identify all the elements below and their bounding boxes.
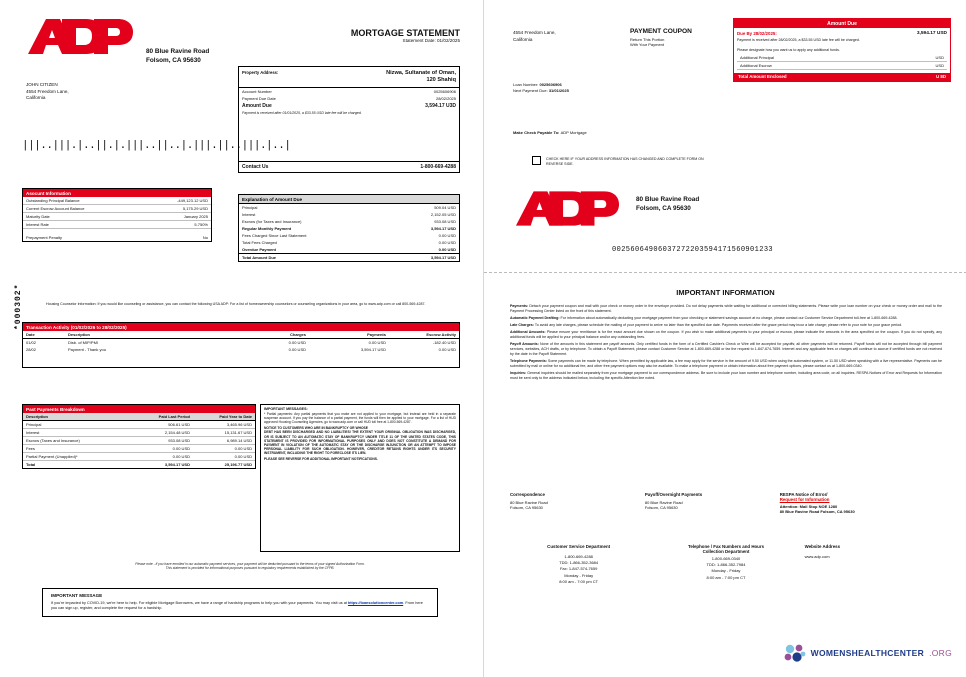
important-message-box <box>42 588 438 617</box>
due-by-label: Due By 28/02/2025: <box>737 31 777 36</box>
amount-due-box <box>733 18 951 82</box>
table-row: Total 3,594.17 USD 25,196.77 USD <box>26 462 252 467</box>
website-heading: Website Address <box>804 544 841 549</box>
address-column-payoff <box>645 492 770 514</box>
table-row: Fees Charged Since Last Statement 0.00 USD <box>242 233 456 238</box>
table-row: 28/02 Payment - Thank you 0.00 USD 3,594.17 USD 0.00 USD <box>26 347 456 352</box>
important-messages-box <box>260 404 460 552</box>
table-row: Interest 2,154.48 USD 15,131.67 USD <box>23 429 255 437</box>
amount-due-header: Amount Due <box>734 19 950 28</box>
hardship-link[interactable]: https://loansolutioncenter.com <box>347 601 404 605</box>
coupon-payee-line1: 80 Blue Ravine Road <box>636 196 700 203</box>
property-address-value1: Nizwa, Sultanate of Oman, <box>386 70 456 76</box>
table-row: 01/02 Disb. of MIP/PMI 0.00 USD 0.00 USD -182.40 USD <box>26 340 456 345</box>
contact-columns <box>510 544 942 585</box>
past-payments-box <box>22 404 256 469</box>
table-row: Total Fees Charged 0.00 USD <box>242 240 456 245</box>
coupon-apply-note: Please designate how you want us to apply any additional funds. <box>737 47 840 52</box>
housing-counselor-text: Housing Counselor Information: If you would like counseling or assistance, you can contact the following USA ADP: For a list of homeownership counselors or counseling organizations in your area, go to www.adp.com or call 800-569-4287. <box>46 302 426 306</box>
payment-coupon-page <box>483 0 966 677</box>
address-column-respa <box>780 492 942 514</box>
table-row: Escrow (Taxes and Insurance) 933.08 USD 6,989.14 USD <box>23 437 255 445</box>
collection-tdd: TDD: 1-866-352-7984 <box>706 562 746 568</box>
respa-heading2: Request for Information <box>779 497 830 502</box>
property-address-label: Property Address: <box>242 70 279 75</box>
customer-service-fax: Fax: 1-847-574-7659 <box>559 566 598 572</box>
past-payments-table <box>23 413 255 468</box>
table-row: Account Number 0025606906 <box>242 88 456 94</box>
table-row: Principal 509.04 USD <box>242 205 456 210</box>
correspondence-heading: Correspondence <box>510 492 545 497</box>
info-paragraph-lead: Late Charges: <box>510 323 534 328</box>
contact-us-phone[interactable]: 1-800-669-4288 <box>420 163 456 170</box>
past-payments-header: Past Payments Breakdown <box>23 405 255 413</box>
important-message-body-pre: If you're impacted by COVID-19, we're here to help. For eligible Mortgage Borrowers, we have a range of hardship programs to help you with your payments. You may visit us at <box>51 601 347 605</box>
micr-line-text: 00256064906037272203594171560901233 <box>612 246 774 254</box>
important-messages-header: IMPORTANT MESSAGES: <box>264 407 308 411</box>
account-information-table <box>23 197 211 241</box>
address-columns <box>510 492 942 514</box>
table-row: Amount Due 3,594.17 U3D <box>242 102 456 109</box>
info-paragraph <box>510 330 942 339</box>
due-by-value: 3,594.17 USD <box>916 31 947 36</box>
servicer-address-line1: 80 Blue Ravine Road <box>146 48 210 55</box>
payoff-line2: Folsom, CA 95630 <box>644 505 678 510</box>
late-fee-note: Payment is received after 01/01/2025, a $33.55 USD late fee will be charged. <box>242 110 362 115</box>
info-paragraph <box>510 323 942 328</box>
micr-line <box>612 246 773 254</box>
coupon-title: PAYMENT COUPON <box>630 28 692 35</box>
coupon-late-note: Payment is received after 28/02/2025, a $33.55 USD late fee will be charged. <box>737 38 860 42</box>
customer-service-heading: Customer Service Department <box>547 544 611 549</box>
recipient-line1: 4554 Freedom Lane, <box>26 88 69 94</box>
collection-days: Monday - Friday <box>711 568 741 574</box>
important-message-body <box>51 601 429 612</box>
recipient-address <box>26 82 69 102</box>
website-url[interactable]: www.adp.com <box>804 554 830 559</box>
make-check-payable-value: ADP Mortgage <box>560 130 587 135</box>
table-row: Interest 2,152.05 USD <box>242 212 456 217</box>
total-enclosed-label: Total Amount Enclosed <box>738 74 787 80</box>
info-paragraph-lead: Additional Amounts: <box>510 330 546 335</box>
customer-service-days: Monday - Friday <box>564 572 594 578</box>
customer-service-hours: 8:00 am - 7:00 pm CT <box>559 578 599 584</box>
info-paragraph-text: Please ensure your remittance is for the exact amount due shown on the coupon. If you wish to make additional payments to your principal or escrow, please indicate the amounts in the area specified on the coupon. If you do not specify, any additional funds will be applied to your principal balance and/or any outstanding fees. <box>510 330 943 340</box>
coupon-payee-line2: Folsom, CA 95630 <box>636 204 691 212</box>
respa-line1: Attention: Mail Stop NOE 1280 <box>779 504 838 509</box>
correspondence-line1: 80 Blue Ravine Road <box>510 500 548 505</box>
next-payment-value: 31/01/2025 <box>548 88 569 94</box>
coupon-sender-address <box>513 30 556 43</box>
info-paragraph-lead: Inquiries: <box>510 371 527 376</box>
explanation-of-amount-due-box <box>238 194 460 262</box>
important-messages-body: * Partial payments: Any partial payments that you make are not applied to your mortgage, but instead are held in a separate suspense account. If you pay the balance of a partial payment, the funds will then be applied to your mortgage. For a list of HUD approved Housing Counseling Agencies, go to www.adp.com or call HUD toll free at 1-800-569-4287. <box>264 412 456 425</box>
info-paragraph-lead: Payoff Amounts: <box>510 342 539 347</box>
bankruptcy-notice-title: NOTICE TO CUSTOMERS WHO ARE IN BANKRUPTCY OR WHOSE <box>264 426 368 431</box>
address-change-note: CHECK HERE IF YOUR ADDRESS INFORMATION HAS CHANGED AND COMPLETE FORM ON REVERSE SIDE. <box>546 157 704 166</box>
transaction-activity-header: Transaction Activity (01/02/2026 to 28/02/2025) <box>23 323 459 331</box>
recipient-line2: California <box>26 95 46 101</box>
address-column-correspondence <box>510 492 635 514</box>
make-check-payable <box>513 130 587 135</box>
collection-heading: Telephone / Fax Numbers and Hours <box>687 544 765 549</box>
bankruptcy-notice-body: DEBT HAS BEEN DISCHARGED AND NO LIABILITIES! THE EXTENT YOUR ORIGINAL OBLIGATION WAS DISCHARGED, OR IS SUBJECT TO AN AUTOMATIC STAY OF BANKRUPTCY UNDER TITLE 11 OF THE UNITED STATES CODE, THIS STATEMENT IS PROVIDED FOR INFORMATIONAL PURPOSES ONLY AND DOES NOT CONSTITUTE A DEMAND FOR PAYMENT IN VIOLATION OF THE AUTOMATIC STAY OR THE DISCHARGE INJUNCTION OR AN ATTEMPT TO IMPOSE PERSONAL LIABILITY FOR SUCH OBLIGATION. HOWEVER, CREDITOR RETAINS RIGHTS UNDER ITS SECURITY INSTRUMENT, INCLUDING THE RIGHT TO FORECLOSE ITS LIEN. <box>264 430 456 455</box>
info-paragraph <box>510 316 942 321</box>
info-paragraph <box>510 304 942 313</box>
coupon-title-block <box>630 28 692 47</box>
auto-payment-note-line2: This statement is provided for informational purposes pursuant to regulatory requirements established by the CFPB. <box>165 566 335 570</box>
table-row[interactable]: Additional Principal USD <box>737 54 947 62</box>
info-paragraph-lead: Automatic Payment Drafting: <box>510 315 560 320</box>
mail-barcode-text: |||..|||.|..||.|.|||..||..|.|||.||..|||.|..| <box>22 140 291 152</box>
explanation-table <box>239 204 459 261</box>
statement-title-block <box>255 28 460 43</box>
collection-phone[interactable]: 1-800-669-0340 <box>711 556 741 561</box>
loan-number-label: Loan Number: <box>513 82 539 87</box>
make-check-payable-label: Make Check Payable To: <box>513 130 560 135</box>
table-row[interactable]: Additional Escrow USD <box>737 61 947 69</box>
watermark-name1: WOMENSHEALTHCENTER <box>810 648 925 658</box>
address-change-checkbox[interactable] <box>532 156 541 165</box>
table-row: Outstanding Principal Balance -449,123.12 USD <box>23 197 211 205</box>
collection-hours: 8:00 am - 7:00 pm CT <box>706 574 746 580</box>
respa-line2: 80 Blue Ravine Road Folsom, CA 95630 <box>779 509 855 514</box>
important-information-title <box>484 288 966 297</box>
coupon-subtitle1: Return This Portion <box>630 37 665 42</box>
coupon-loan-info <box>513 82 569 95</box>
property-address-box <box>238 66 460 173</box>
collection-heading2: Collection Department <box>702 549 750 554</box>
contact-us-label: Contact Us <box>242 163 269 170</box>
watermark-name2: .ORG <box>929 648 952 658</box>
important-message-body-post: . From here you can sign up, register, and complete the request for a hardship. <box>51 601 423 611</box>
property-address-value2: 120 Shahiq <box>426 76 456 83</box>
payoff-line1: 80 Blue Ravine Road <box>644 500 683 505</box>
housing-counselor-note <box>46 302 456 307</box>
account-information-box <box>22 188 212 242</box>
vertical-document-code-text: *000302* <box>14 283 23 330</box>
watermark <box>784 643 952 663</box>
auto-payment-note-line1: Please note - if you have enrolled in our automatic payment services, your payment will be deducted pursuant to the terms of your signed Authorization Form. <box>135 562 365 566</box>
table-row: Total Amount Due 3,594.17 USD <box>239 254 459 262</box>
recipient-name: JOHN CITIZEN <box>26 82 58 87</box>
contact-us-bar <box>239 161 459 172</box>
info-paragraph-text: Detach your payment coupon and mail with your check or money order in the envelope provided. Do not delay payments while waiting for additional or corrected billing statements. Please write your loan number on your check or money order and mail to the Payment Processing Center listed on the front of this statement. <box>510 304 942 313</box>
property-details-table <box>239 88 459 110</box>
info-paragraph-text: For information about automatically deducting your mortgage payment from your checking or statement savings account at no charge, please contact our Customer Service Department toll-free at 1-800-669-4288. <box>559 315 898 320</box>
explanation-header: Explanation of Amount Due <box>239 195 459 204</box>
loan-number-value: 0025606906 <box>539 82 562 87</box>
payoff-heading: Payoff/Overnight Payments <box>644 492 703 497</box>
statement-date: Statement Date: 01/02/2025 <box>402 38 460 43</box>
respa-heading: RESPA Notice of Error/ <box>779 492 828 497</box>
info-paragraph-text: To avoid any late charges, please schedule the mailing of your payment to arrive no later than the specified due date. Payments received after the grace period may incur a late charge; please refer to your note for your grace period. <box>533 323 903 328</box>
coupon-sender-line1: 4554 Freedom Lane, <box>513 30 556 35</box>
important-information-body <box>510 304 942 383</box>
info-paragraph <box>510 359 942 368</box>
table-row: Current Escrow Account Balance 5,175.29 USD <box>23 205 211 213</box>
coupon-payee-address <box>636 196 699 213</box>
info-paragraph-lead: Telephone Payments: <box>510 359 547 364</box>
table-header-row: Date Description Charges Payments Escrow Activity <box>23 331 459 339</box>
info-paragraph-text: Some payments can be made by telephone. When permitted by applicable law, a fee may apply for the service in the amount of 9.50 USD when using the automated system, or 11.50 USD when speaking with a live representative. Payments can be submitted by mail or online for no additional fee, and other free payment options may also be available. To make a telephone payment or obtain information about free payment options, please contact us at 1-800-669-0340. <box>510 359 942 368</box>
account-information-header: Asocunt Information <box>23 189 211 197</box>
transaction-activity-box <box>22 322 460 368</box>
table-row: Maturity Date January 2025 <box>23 213 211 221</box>
table-row: Prepayment Penalty No <box>26 235 208 240</box>
important-information-title-text: IMPORTANT INFORMATION <box>676 288 775 297</box>
address-change-checkbox-row[interactable] <box>532 156 716 167</box>
table-row: Payment Due Date 28/02/2025 <box>242 95 456 101</box>
contact-column-website <box>805 544 942 585</box>
servicer-address-line2: Folsom, CA 95630 <box>146 56 201 64</box>
customer-service-tdd: TDD: 1-866-352-3684 <box>559 560 599 566</box>
see-reverse-note: PLEASE SEE REVERSE FOR ADDITIONAL IMPORTANT NOTIFICATIONS. <box>264 457 378 462</box>
womens-health-icon <box>784 643 806 663</box>
info-paragraph-text: None of the amounts in this statement are payoff amounts. Only certified funds in the form of a Certified Cashier's Check or Wire will be accepted for payoffs; all other payments will be returned. Payoff funds will not be accepted through bill payment services, websites, ACH drafts, or by telephone. To obtain a Payoff Statement, please contact Customer Service at 1-800-669-4288 or fax the request to 1-847-674-7659. Internet and any applicable fees or charges will continue to accrue if certified funds are not received by the date in the Payoff Statement. <box>510 342 942 356</box>
total-enclosed-row <box>734 73 950 81</box>
contact-column-collection <box>657 544 794 585</box>
info-paragraph <box>510 342 942 356</box>
adp-logo-coupon <box>514 188 620 228</box>
table-row: Fees 0.00 USD 0.00 USD <box>23 445 255 453</box>
table-row: Interest Rate 5.750% <box>23 221 211 229</box>
coupon-sender-line2: California <box>513 36 533 42</box>
auto-payment-note <box>60 562 440 570</box>
page-title: MORTGAGE STATEMENT <box>350 28 460 38</box>
info-paragraph-text: General inquiries should be mailed separately from your mortgage payment to our correspondence address. Be sure to include your loan number and telephone number, including area code, on all inquiries. RESPA Notices of Error and Requests for Information must be sent only to the address indicated below, including the specific Attention line noted. <box>510 371 942 380</box>
coupon-extra-table <box>737 54 947 70</box>
contact-column-customer-service <box>510 544 647 585</box>
coupon-subtitle2: With Your Payment <box>630 42 665 47</box>
table-row: Escrow (for Taxes and Insurance) 933.08 USD <box>242 219 456 224</box>
table-row: Partial Payment (Unapplied)* 0.00 USD 0.00 USD <box>23 453 255 461</box>
next-payment-label: Next Payment Due: <box>513 88 548 94</box>
adp-logo <box>26 16 134 56</box>
table-row: Regular Monthly Payment 3,594.17 USD <box>242 226 456 231</box>
table-row: Principal 506.61 USD 3,465.96 USD <box>23 421 255 429</box>
table-row: Overdue Payment 0.00 USD <box>242 247 456 252</box>
info-paragraph-lead: Payments: <box>510 304 529 308</box>
table-header-row: Description Paid Last Period Paid Year to Date <box>23 413 255 421</box>
correspondence-line2: Folsom, CA 95630 <box>510 505 543 510</box>
servicer-address <box>146 48 209 65</box>
important-message-header: IMPORTANT MESSAGE <box>51 593 103 598</box>
info-paragraph <box>510 371 942 380</box>
transaction-activity-table <box>23 331 459 353</box>
customer-service-phone[interactable]: 1-800-669-4288 <box>564 554 593 559</box>
total-enclosed-value: U 8D <box>935 74 946 80</box>
coupon-tear-line <box>484 272 966 273</box>
